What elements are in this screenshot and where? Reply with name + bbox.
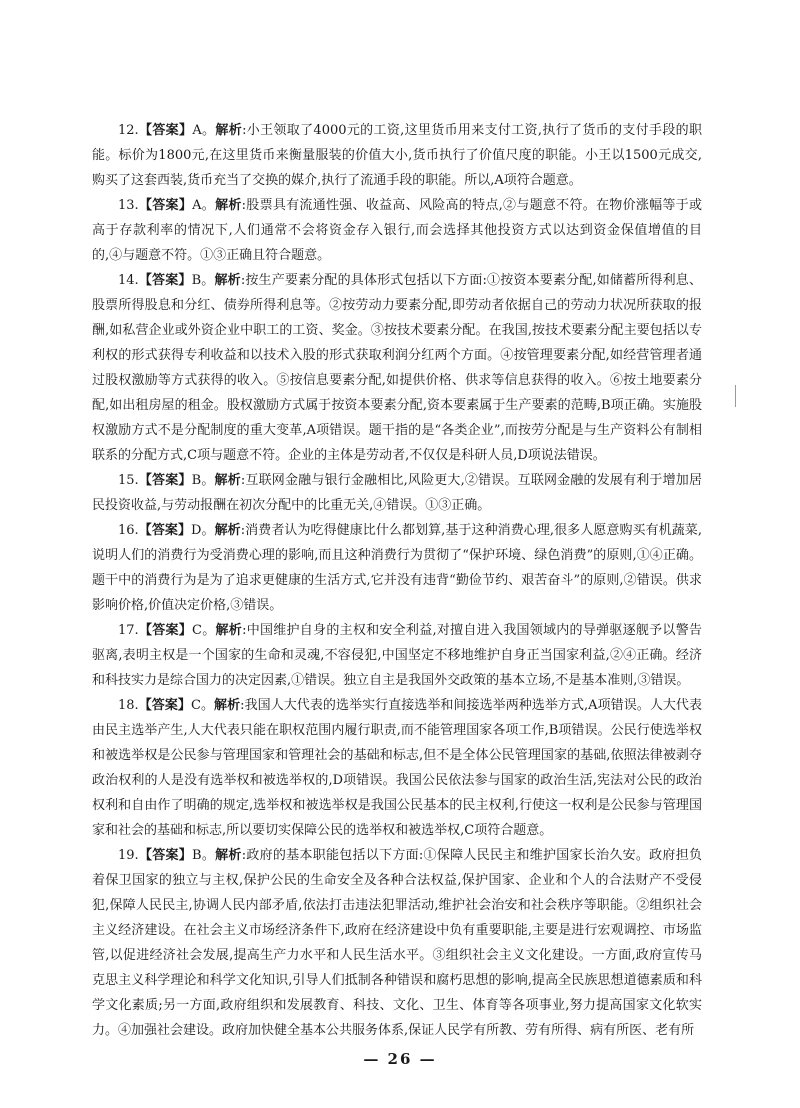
answer-letter: B。 [192,848,216,863]
answer-item-13 [92,193,702,268]
analysis-text: :消费者认为吃得健康比什么都划算,基于这种消费心理,很多人愿意购买有机蔬菜,说明人们的消费行为受消费心理的影响,而且这种消费行为贯彻了“保护环境、绿色消费”的原则,①④正确。题干中的消费行为是为了追求更健康的生活方式,它并没有违背“勤俭节约、艰苦奋斗”的原则,②错误。供求影响价格,价值决定价格,③错误。 [92,523,702,613]
question-number: 13. [118,198,139,213]
answer-explanations [92,118,702,1043]
question-number: 14. [118,273,139,288]
answer-tag: 【答案】 [138,623,193,638]
analysis-text: :政府的基本职能包括以下方面:①保障人民民主和维护国家长治久安。政府担负着保卫国家的独立与主权,保护公民的生命安全及各种合法权益,保护国家、企业和个人的合法财产不受侵犯,保障人民民主,协调人民内部矛盾,依法打击违法犯罪活动,维护社会治安和社会秩序等职能。②组织社会主义经济建设。在社会主义市场经济条件下,政府在经济建设中负有重要职能,主要是进行宏观调控、市场监管,以促进经济社会发展,提高生产力水平和人民生活水平。③组织社会主义文化建设。一方面,政府宣传马克思主义科学理论和科学文化知识,引导人们抵制各种错误和腐朽思想的影响,提高全民族思想道德素质和科学文化素质;另一方面,政府组织和发展教育、科技、文化、卫生、体育等各项事业,努力提高国家文化软实力。④加强社会建设。政府加快健全基本公共服务体系,保证人民学有所教、劳有所得、病有所医、老有所 [92,848,702,1038]
answer-letter: B。 [191,473,215,488]
answer-tag: 【答案】 [138,198,193,213]
analysis-label: 解析 [214,273,241,288]
question-number: 18. [118,698,139,713]
analysis-text: :互联网金融与银行金融相比,风险更大,②错误。互联网金融的发展有利于增加居民投资收益,与劳动报酬在初次分配中的比重无关,④错误。①③正确。 [92,473,702,513]
answer-item-12 [92,118,702,193]
margin-mark [735,385,736,407]
answer-item-16 [92,518,702,618]
answer-item-19 [92,843,702,1043]
analysis-text: :我国人大代表的选举实行直接选举和间接选举两种选举方式,A项错误。人大代表由民主选举产生,人大代表只能在职权范围内履行职责,而不能管理国家各项工作,B项错误。公民行使选举权和被选举权是公民参与管理国家和管理社会的基础和标志,但不是全体公民管理国家的基础,依照法律被剥夺政治权利的人是没有选举权和被选举权的,D项错误。我国公民依法参与国家的政治生活,宪法对公民的政治权利和自由作了明确的规定,选举权和被选举权是我国公民基本的民主权利,行使这一权利是公民参与管理国家和社会的基础和标志,所以要切实保障公民的选举权和被选举权,C项符合题意。 [92,698,702,838]
answer-tag: 【答案】 [138,473,192,488]
answer-letter: C。 [190,698,215,713]
analysis-text: :股票具有流通性强、收益高、风险高的特点,②与题意不符。在物价涨幅等于或高于存款利率的情况下,人们通常不会将资金存入银行,而会选择其他投资方式以达到资金保值增值的目的,④与题意不符。①③正确且符合题意。 [92,198,702,263]
answer-letter: C。 [192,623,216,638]
answer-letter: A。 [192,123,216,138]
answer-tag: 【答案】 [138,273,192,288]
analysis-label: 解析 [215,623,243,638]
question-number: 12. [118,123,139,138]
question-number: 17. [118,623,139,638]
analysis-text: :小王领取了4000元的工资,这里货币用来支付工资,执行了货币的支付手段的职能。标价为1800元,在这里货币来衡量服装的价值大小,货币执行了价值尺度的职能。小王以1500元成交,购买了这套西装,货币充当了交换的媒介,执行了流通手段的职能。所以,A项符合题意。 [92,123,702,188]
page-number: — 26 — [363,1050,437,1068]
analysis-label: 解析 [215,848,242,863]
answer-tag: 【答案】 [138,848,193,863]
answer-tag: 【答案】 [138,698,191,713]
answer-letter: A。 [192,198,216,213]
analysis-text: :中国维护自身的主权和安全利益,对擅自进入我国领域内的导弹驱逐舰予以警告驱离,表明主权是一个国家的生命和灵魂,不容侵犯,中国坚定不移地维护自身正当国家利益,②④正确。经济和科技实力是综合国力的决定因素,①错误。独立自主是我国外交政策的基本立场,不是基本准则,③错误。 [92,623,702,688]
answer-item-15 [92,468,702,518]
answer-letter: D。 [191,523,215,538]
answer-tag: 【答案】 [138,123,193,138]
analysis-label: 解析 [215,123,243,138]
answer-item-17 [92,618,702,693]
analysis-label: 解析 [215,198,242,213]
question-number: 15. [118,473,139,488]
question-number: 19. [118,848,139,863]
answer-tag: 【答案】 [138,523,192,538]
analysis-label: 解析 [214,473,241,488]
answer-letter: B。 [191,273,215,288]
analysis-text: :按生产要素分配的具体形式包括以下方面:①按资本要素分配,如储蓄所得利息、股票所得股息和分红、债券所得利息等。②按劳动力要素分配,即劳动者依据自己的劳动力状况所获取的报酬,如私营企业或外资企业中职工的工资、奖金。③按技术要素分配。在我国,按技术要素分配主要包括以专利权的形式获得专利收益和以技术入股的形式获取利润分红两个方面。④按管理要素分配,如经营管理者通过股权激励等方式获得的收入。⑤按信息要素分配,如提供价格、供求等信息获得的收入。⑥按土地要素分配,如出租房屋的租金。股权激励方式属于按资本要素分配,资本要素属于生产要素的范畴,B项正确。实施股权激励方式不是分配制度的重大变革,A项错误。题干指的是“各类企业”,而按劳分配是与生产资料公有制相联系的分配方式,C项与题意不符。企业的主体是劳动者,不仅仅是科研人员,D项说法错误。 [92,273,702,463]
answer-item-18 [92,693,702,843]
answer-item-14 [92,268,702,468]
question-number: 16. [118,523,139,538]
analysis-label: 解析 [214,698,241,713]
analysis-label: 解析 [214,523,241,538]
